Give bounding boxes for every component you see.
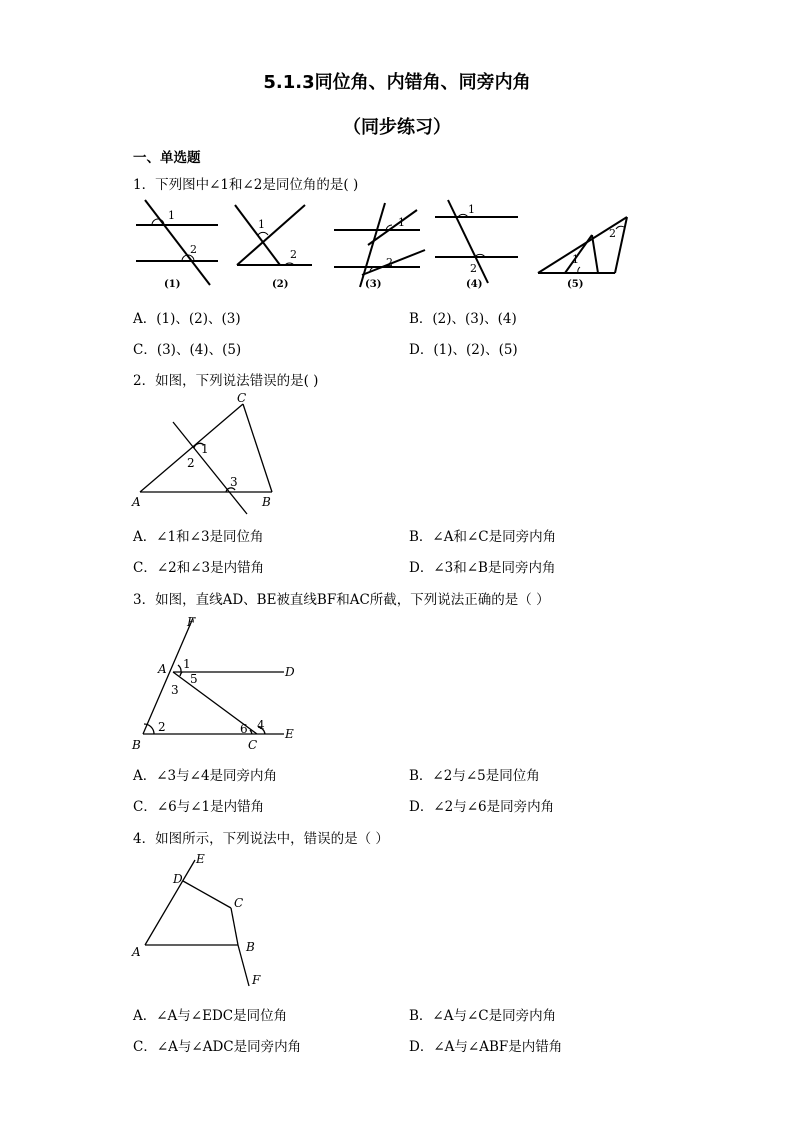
q2-point-c: C: [237, 391, 247, 405]
q2-option-c: C．∠2和∠3是内错角: [133, 560, 265, 576]
question-4-stem: 4．如图所示，下列说法中，错误的是（ ）: [133, 831, 389, 847]
q4-point-c: C: [234, 896, 244, 910]
q1-option-d: D．(1)、(2)、(5): [409, 342, 518, 358]
page-subtitle: （同步练习）: [343, 117, 451, 138]
question-4-figure: [130, 848, 290, 993]
q3-point-a: A: [158, 662, 167, 676]
q2-angle-1: 1: [201, 442, 209, 456]
q2-option-a: A．∠1和∠3是同位角: [133, 529, 264, 545]
q3-point-e: E: [285, 727, 294, 741]
q4-point-b: B: [246, 940, 255, 954]
q2-option-b: B．∠A和∠C是同旁内角: [409, 529, 557, 545]
fig4-angle-1: 1: [468, 203, 475, 216]
fig-label-3: (3): [365, 279, 382, 290]
q3-option-c: C．∠6与∠1是内错角: [133, 799, 265, 815]
fig5-angle-1: 1: [572, 253, 579, 266]
q3-angle-6: 6: [240, 722, 248, 736]
fig-label-2: (2): [272, 279, 289, 290]
fig5-angle-2: 2: [609, 227, 616, 240]
fig4-angle-2: 2: [470, 262, 477, 275]
fig-label-5: (5): [567, 279, 584, 290]
q4-option-b: B．∠A与∠C是同旁内角: [409, 1008, 557, 1024]
fig-label-4: (4): [466, 279, 483, 290]
q3-point-d: D: [285, 665, 295, 679]
q2-angle-3: 3: [230, 475, 238, 489]
question-3-figure: [130, 610, 310, 755]
fig2-angle-1: 1: [258, 218, 265, 231]
q2-point-b: B: [262, 495, 271, 509]
q1-option-c: C．(3)、(4)、(5): [133, 342, 242, 358]
q3-angle-4: 4: [257, 718, 265, 732]
question-2-figure: [130, 390, 290, 520]
q3-option-b: B．∠2与∠5是同位角: [409, 768, 540, 784]
fig2-angle-2: 2: [290, 248, 297, 261]
fig1-angle-2: 2: [190, 243, 197, 256]
q4-point-f: F: [252, 973, 261, 987]
q2-option-d: D．∠3和∠B是同旁内角: [409, 560, 556, 576]
q3-point-f: F: [187, 615, 196, 629]
question-2-stem: 2．如图，下列说法错误的是( ): [133, 373, 319, 389]
q1-option-b: B．(2)、(3)、(4): [409, 311, 517, 327]
q4-option-c: C．∠A与∠ADC是同旁内角: [133, 1039, 302, 1055]
q4-point-d: D: [173, 872, 183, 886]
question-1-figures: [130, 195, 630, 295]
q2-point-a: A: [132, 495, 141, 509]
fig3-angle-1: 1: [398, 216, 405, 229]
fig1-angle-1: 1: [168, 209, 175, 222]
q4-option-a: A．∠A与∠EDC是同位角: [133, 1008, 288, 1024]
q3-option-a: A．∠3与∠4是同旁内角: [133, 768, 278, 784]
page-title: 5.1.3同位角、内错角、同旁内角: [263, 72, 531, 93]
fig-label-1: (1): [164, 279, 181, 290]
q3-option-d: D．∠2与∠6是同旁内角: [409, 799, 555, 815]
q3-point-c: C: [248, 738, 258, 752]
q4-option-d: D．∠A与∠ABF是内错角: [409, 1039, 563, 1055]
q3-angle-2: 2: [158, 720, 166, 734]
q3-angle-3: 3: [171, 683, 179, 697]
q4-point-a: A: [132, 945, 141, 959]
q4-point-e: E: [196, 852, 205, 866]
fig3-angle-2: 2: [386, 256, 393, 269]
q2-angle-2: 2: [187, 456, 195, 470]
q3-angle-1: 1: [183, 657, 191, 671]
q3-point-b: B: [132, 738, 141, 752]
question-3-stem: 3．如图，直线AD、BE被直线BF和AC所截，下列说法正确的是（ ）: [133, 592, 550, 608]
question-1-stem: 1．下列图中∠1和∠2是同位角的是( ): [133, 177, 359, 193]
section-heading: 一、单选题: [133, 150, 201, 166]
q3-angle-5: 5: [190, 672, 198, 686]
q1-option-a: A．(1)、(2)、(3): [133, 311, 241, 327]
